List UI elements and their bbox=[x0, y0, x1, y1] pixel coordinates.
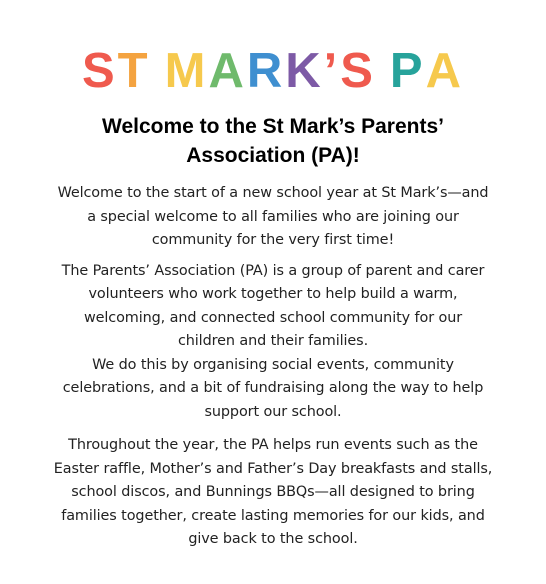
paragraph-line: support our school. bbox=[204, 403, 342, 420]
logo-letter: R bbox=[246, 44, 286, 98]
paragraph-line: children and their families. bbox=[177, 333, 369, 349]
paragraph-line: families together, create lasting memories for our kids, and bbox=[61, 507, 485, 524]
intro-paragraph bbox=[23, 182, 523, 253]
logo-letter: K bbox=[285, 44, 324, 98]
paragraph-line: The Parents’ Association (PA) is a group of parent and carer bbox=[61, 262, 485, 279]
logo-letter: S bbox=[81, 44, 118, 98]
paragraph-line: Throughout the year, the PA helps run events such as the bbox=[68, 437, 478, 453]
logo-letter: T bbox=[117, 44, 151, 98]
paragraph-line: give back to the school. bbox=[188, 531, 358, 547]
paragraph-line: Easter raffle, Mother’s and Father’s Day breakfasts and stalls, bbox=[53, 460, 493, 477]
about-pa-paragraph bbox=[23, 260, 523, 425]
logo-letter: P bbox=[389, 44, 426, 98]
paragraph-line: school discos, and Bunnings BBQs—all designed to bring bbox=[71, 484, 475, 500]
logo-letter: A bbox=[425, 44, 464, 98]
logo-letter: M bbox=[164, 44, 209, 98]
paragraph-line: welcoming, and connected school community for our bbox=[83, 309, 463, 326]
paragraph-line: Welcome to the start of a new school year at St Mark’s—and bbox=[57, 185, 489, 201]
welcome-heading-line-2: Association (PA)! bbox=[186, 144, 360, 167]
st-marks-pa-logo bbox=[0, 44, 546, 98]
logo-letter: S bbox=[340, 44, 376, 98]
events-paragraph bbox=[23, 434, 523, 552]
welcome-heading-line-1: Welcome to the St Mark’s Parents’ bbox=[102, 115, 444, 138]
paragraph-line: We do this by organising social events, community bbox=[92, 356, 454, 373]
paragraph-line: volunteers who work together to help build a warm, bbox=[88, 286, 458, 302]
logo-letter: ’ bbox=[323, 44, 341, 98]
welcome-heading bbox=[63, 112, 483, 170]
paragraph-line: community for the very first time! bbox=[151, 232, 395, 248]
logo-letter: A bbox=[208, 44, 247, 98]
paragraph-line: a special welcome to all families who are joining our bbox=[87, 208, 459, 225]
paragraph-line: celebrations, and a bit of fundraising along the way to help bbox=[62, 380, 484, 396]
